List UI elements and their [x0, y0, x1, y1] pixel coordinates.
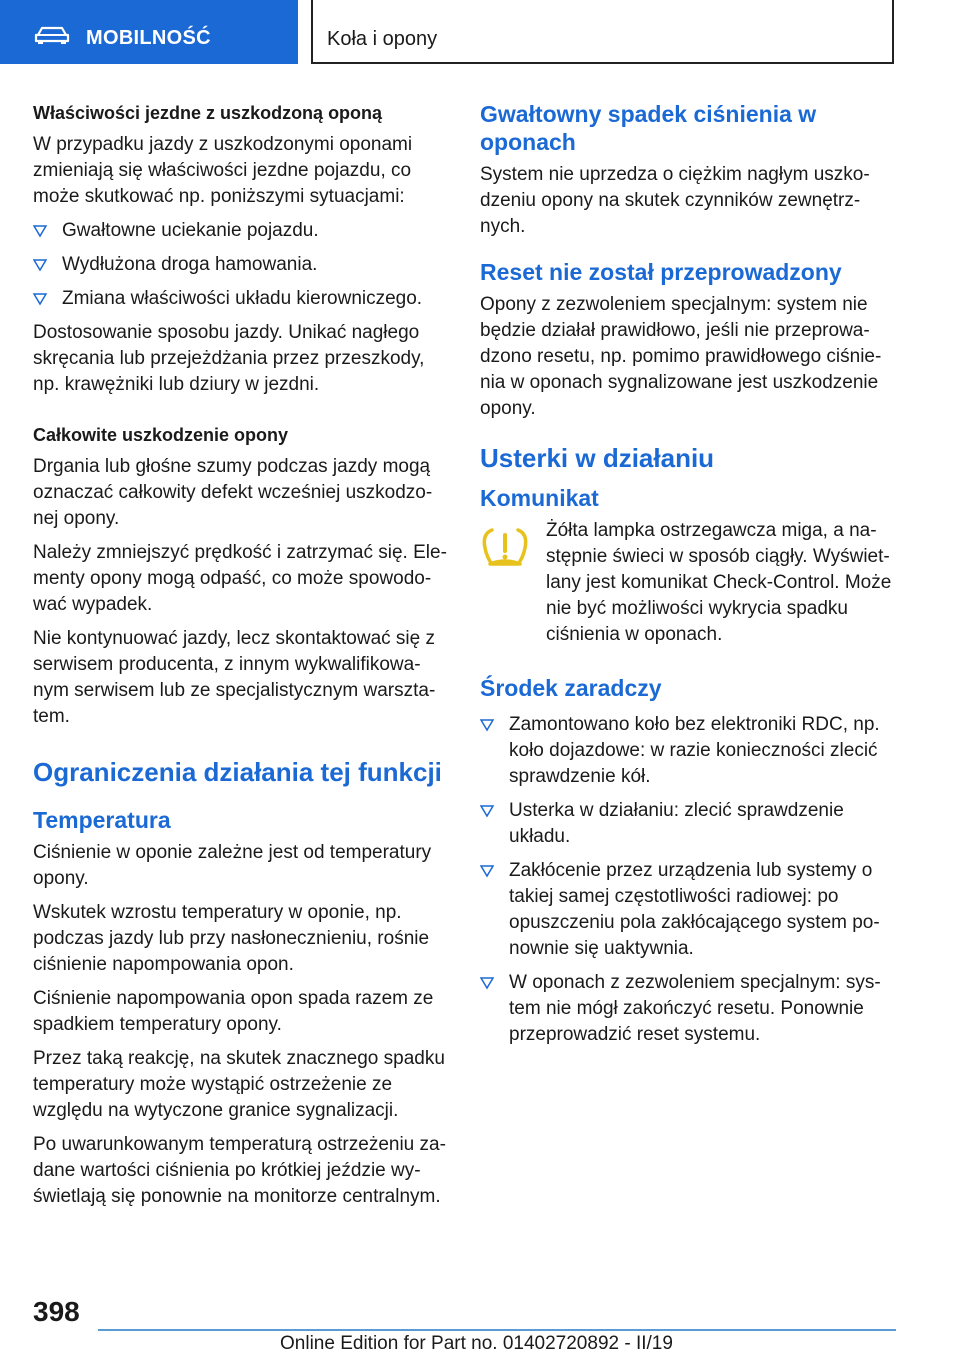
temperature-paragraph-4: Przez taką reakcję, na skutek znacznego spadku temperatury może wystąpić ostrzeżenie ze względu na wytyczone granice sygnalizacji. — [33, 1048, 445, 1121]
triangle-bullet-icon — [480, 804, 494, 818]
footer-divider — [98, 1329, 896, 1331]
triangle-bullet-icon — [33, 224, 47, 238]
driving-effects-list — [33, 218, 448, 312]
right-column — [480, 100, 898, 1056]
remedy-heading: Środek zaradczy — [480, 675, 662, 701]
warning-message-block — [480, 518, 898, 648]
list-item: Gwałtowne uciekanie pojazdu. — [33, 218, 448, 244]
chapter-header — [311, 0, 894, 64]
section-label: MOBILNOŚĆ — [86, 27, 211, 49]
sudden-pressure-loss-paragraph: System nie uprzedza o ciężkim nagłym uszkodzeniu opony na skutek czynników zewnętrznych. — [480, 164, 870, 237]
sudden-pressure-loss-heading: Gwałtowny spadek ciśnienia w oponach — [480, 101, 817, 155]
section-tab — [0, 0, 298, 64]
list-item: Zamontowano koło bez elektroniki RDC, np. koło dojazdowe: w razie konieczności zlecić sprawdzenie kół. — [480, 712, 898, 790]
tire-pressure-warning-icon — [480, 522, 530, 572]
list-item: Usterka w działaniu: zlecić sprawdzenie układu. — [480, 798, 898, 850]
triangle-bullet-icon — [33, 258, 47, 272]
car-icon — [34, 26, 70, 44]
remedy-list — [480, 712, 898, 1048]
limits-heading: Ograniczenia działania tej funkcji — [33, 757, 442, 787]
reset-heading: Reset nie został przeprowadzony — [480, 259, 842, 285]
temperature-heading: Temperatura — [33, 807, 171, 833]
triangle-bullet-icon — [480, 864, 494, 878]
list-item: Zakłócenie przez urządzenia lub systemy o takiej samej częstotliwości radiowej: po opuszczeniu pola zakłócającego system ponownie się uaktywnia. — [480, 858, 898, 962]
temperature-paragraph-1: Ciśnienie w oponie zależne jest od temperatury opony. — [33, 842, 432, 889]
reset-paragraph: Opony z zezwoleniem specjalnym: system nie będzie działał prawidłowo, jeśli nie przeprowadzono resetu, np. pomimo prawidłowego ciśnienia w oponach sygnalizowane jest uszkodzenie opony. — [480, 294, 882, 419]
driving-advice: Dostosowanie sposobu jazdy. Unikać nagłego skręcania lub przejeżdżania przez przeszkody, np. krawężniki lub dziury w jezdni. — [33, 322, 425, 395]
left-column — [33, 100, 448, 1218]
total-damage-paragraph-1: Drgania lub głośne szumy podczas jazdy mogą oznaczać całkowity defekt wcześniej uszkodzonej opony. — [33, 456, 433, 529]
total-damage-heading: Całkowite uszkodzenie opony — [33, 425, 289, 445]
total-damage-paragraph-3: Nie kontynuować jazdy, lecz skontaktować się z serwisem producenta, z innym wykwalifikowanym serwisem lub ze specjalistycznym warsztatem. — [33, 628, 436, 727]
edition-text: Online Edition for Part no. 01402720892 - II/19 — [280, 1333, 673, 1354]
triangle-bullet-icon — [480, 976, 494, 990]
message-paragraph: Żółta lampka ostrzegawcza miga, a następnie świeci w sposób ciągły. Wyświetlany jest komunikat Check-Control. Może nie być możliwości wykrycia spadku ciśnienia w oponach. — [546, 520, 892, 645]
list-item: Wydłużona droga hamowania. — [33, 252, 448, 278]
list-item: W oponach z zezwoleniem specjalnym: system nie mógł zakończyć resetu. Ponownie przeprowadzić reset systemu. — [480, 970, 898, 1048]
triangle-bullet-icon — [480, 718, 494, 732]
message-heading: Komunikat — [480, 485, 599, 511]
triangle-bullet-icon — [33, 292, 47, 306]
temperature-paragraph-5: Po uwarunkowanym temperaturą ostrzeżeniu zadane wartości ciśnienia po krótkiej jeździe wyświetlają się ponownie na monitorze centralnym. — [33, 1134, 446, 1207]
total-damage-paragraph-2: Należy zmniejszyć prędkość i zatrzymać się. Elementy opony mogą odpaść, co może spowodować wypadek. — [33, 542, 447, 615]
driving-intro: W przypadku jazdy z uszkodzonymi oponami zmieniają się właściwości jezdne pojazdu, co może skutkować np. poniższymi sytuacjami: — [33, 134, 413, 207]
temperature-paragraph-2: Wskutek wzrostu temperatury w oponie, np. podczas jazdy lub przy nasłonecznieniu, rośnie ciśnienie napompowania opon. — [33, 902, 430, 975]
temperature-paragraph-3: Ciśnienie napompowania opon spada razem ze spadkiem temperatury opony. — [33, 988, 434, 1035]
list-item: Zmiana właściwości układu kierowniczego. — [33, 286, 448, 312]
malfunction-heading: Usterki w działaniu — [480, 443, 715, 473]
driving-properties-heading: Właściwości jezdne z uszkodzoną oponą — [33, 103, 383, 123]
page-number: 398 — [33, 1296, 80, 1327]
chapter-title: Koła i opony — [327, 28, 438, 50]
